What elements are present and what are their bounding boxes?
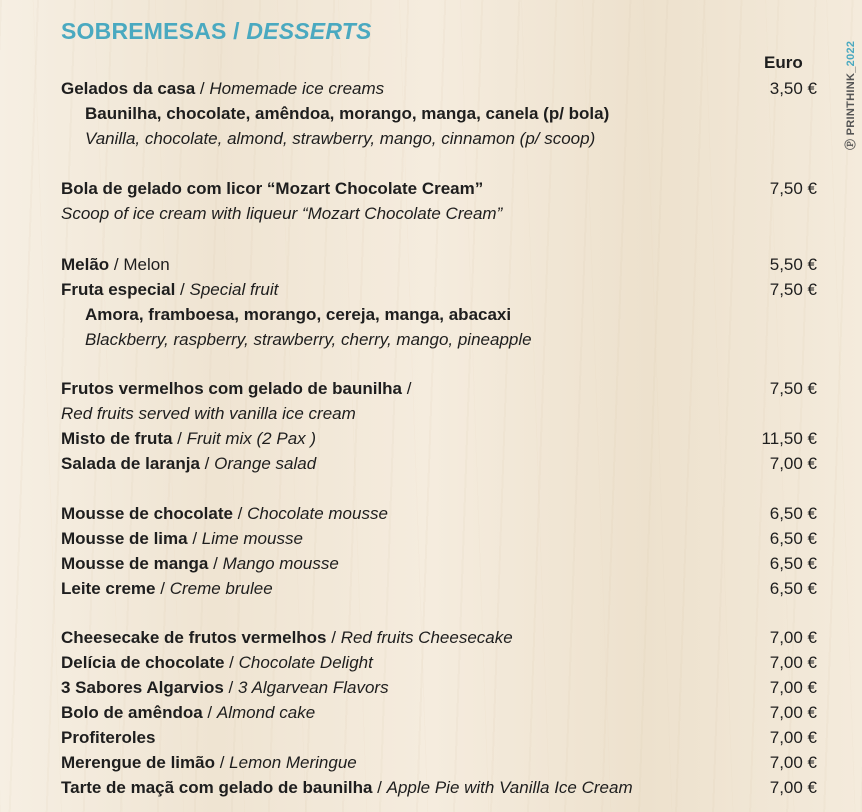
item-sep: / — [223, 678, 234, 697]
item-english: 3 Algarvean Flavors — [238, 678, 389, 697]
item-name: Bolo de amêndoa — [61, 703, 203, 722]
item-sep: / Melon — [109, 255, 170, 274]
item-description-en: Blackberry, raspberry, strawberry, cherry, mango, pineapple — [85, 330, 532, 349]
menu-item-merengue-de-limao — [61, 753, 761, 773]
menu-title-en: DESSERTS — [246, 18, 372, 44]
menu-item-tarte-de-maca — [61, 778, 761, 798]
item-price: 7,00 € — [769, 454, 817, 473]
item-english: Mango mousse — [222, 554, 339, 573]
item-price: 11,50 € — [761, 429, 817, 448]
menu-item-mousse-de-chocolate — [61, 504, 761, 524]
item-price: 6,50 € — [769, 529, 817, 548]
menu-item-mousse-de-manga — [61, 554, 761, 574]
item-price: 7,00 € — [769, 703, 817, 722]
item-name: Tarte de maçã com gelado de baunilha — [61, 778, 373, 797]
currency-header: Euro — [764, 53, 803, 72]
item-english: Lemon Meringue — [229, 753, 357, 772]
item-sep: / — [372, 778, 382, 797]
item-sep: / — [214, 753, 225, 772]
menu-item-melao — [61, 255, 761, 275]
item-name: Mousse de lima — [61, 529, 188, 548]
menu-item-fruta-especial — [61, 280, 761, 300]
item-price: 7,00 € — [769, 678, 817, 697]
menu-item-bola-de-gelado — [61, 179, 761, 199]
item-name: Bola de gelado com licor “Mozart Chocolate Cream” — [61, 179, 484, 198]
menu-item-gelados-da-casa — [61, 79, 761, 99]
menu-item-3-sabores-algarvios — [61, 678, 761, 698]
item-price: 6,50 € — [769, 554, 817, 573]
item-sep: / — [402, 379, 412, 398]
item-sep: / — [187, 529, 198, 548]
menu-item-salada-de-laranja — [61, 454, 761, 474]
item-sep: / — [175, 280, 185, 299]
item-sep: / — [326, 628, 336, 647]
item-name: Merengue de limão — [61, 753, 215, 772]
item-price: 7,50 € — [769, 280, 817, 299]
item-sep: / — [208, 554, 218, 573]
item-name: Misto de fruta — [61, 429, 173, 448]
item-english: Apple Pie with Vanilla Ice Cream — [386, 778, 633, 797]
item-description-pt: Baunilha, chocolate, amêndoa, morango, manga, canela (p/ bola) — [85, 104, 610, 123]
menu-item-frutos-vermelhos — [61, 379, 761, 399]
item-english: Creme brulee — [169, 579, 273, 598]
item-name: Frutos vermelhos com gelado de baunilha — [61, 379, 403, 398]
menu-item-cheesecake — [61, 628, 761, 648]
item-english: Red fruits Cheesecake — [340, 628, 513, 647]
menu-item-delicia-de-chocolate — [61, 653, 761, 673]
item-description-en: Vanilla, chocolate, almond, strawberry, mango, cinnamon (p/ scoop) — [85, 129, 596, 148]
item-name: Gelados da casa — [61, 79, 196, 98]
item-price: 7,00 € — [769, 753, 817, 772]
item-description-en: Scoop of ice cream with liqueur “Mozart Chocolate Cream” — [61, 204, 503, 223]
item-english: Orange salad — [214, 454, 317, 473]
item-name: 3 Sabores Algarvios — [61, 678, 224, 697]
item-price: 7,50 € — [769, 179, 817, 198]
item-price: 5,50 € — [769, 255, 817, 274]
item-english: Lime mousse — [201, 529, 303, 548]
item-english: Chocolate mousse — [247, 504, 388, 523]
menu-title-pt: SOBREMESAS / — [61, 18, 240, 44]
menu-item-leite-creme — [61, 579, 761, 599]
item-name: Delícia de chocolate — [61, 653, 225, 672]
menu-item-misto-de-fruta — [61, 429, 761, 449]
item-english: Chocolate Delight — [238, 653, 373, 672]
menu-title — [61, 18, 372, 45]
menu-item-profiteroles — [61, 728, 761, 748]
item-english: Special fruit — [189, 280, 279, 299]
item-description-en: Red fruits served with vanilla ice cream — [61, 404, 356, 423]
item-price: 3,50 € — [769, 79, 817, 98]
item-sep: / — [172, 429, 182, 448]
item-name: Salada de laranja — [61, 454, 200, 473]
item-price: 7,00 € — [769, 653, 817, 672]
item-sep: / — [155, 579, 165, 598]
item-sep: / — [232, 504, 243, 523]
printer-credit — [842, 41, 858, 150]
item-name: Mousse de manga — [61, 554, 209, 573]
item-name: Cheesecake de frutos vermelhos — [61, 628, 327, 647]
item-name: Leite creme — [61, 579, 156, 598]
printer-credit-text: Ⓟ PRINTHINK_ — [845, 66, 857, 150]
item-english: Fruit mix (2 Pax ) — [186, 429, 317, 448]
item-sep: / — [199, 454, 210, 473]
item-price: 7,00 € — [769, 778, 817, 797]
menu-item-bolo-de-amendoa — [61, 703, 761, 723]
item-price: 7,00 € — [769, 728, 817, 747]
menu-item-mousse-de-lima — [61, 529, 761, 549]
item-sep: / — [202, 703, 213, 722]
item-english: Almond cake — [216, 703, 316, 722]
item-name: Melão — [61, 255, 110, 274]
item-name: Mousse de chocolate — [61, 504, 233, 523]
item-price: 7,00 € — [769, 628, 817, 647]
item-name: Profiteroles — [61, 728, 156, 747]
item-sep: / — [224, 653, 234, 672]
printer-credit-year: 2022 — [845, 40, 857, 67]
item-price: 7,50 € — [769, 379, 817, 398]
item-description-pt: Amora, framboesa, morango, cereja, manga, abacaxi — [85, 305, 512, 324]
item-english: Homemade ice creams — [209, 79, 385, 98]
item-sep: / — [195, 79, 205, 98]
item-name: Fruta especial — [61, 280, 176, 299]
item-price: 6,50 € — [769, 579, 817, 598]
item-price: 6,50 € — [769, 504, 817, 523]
